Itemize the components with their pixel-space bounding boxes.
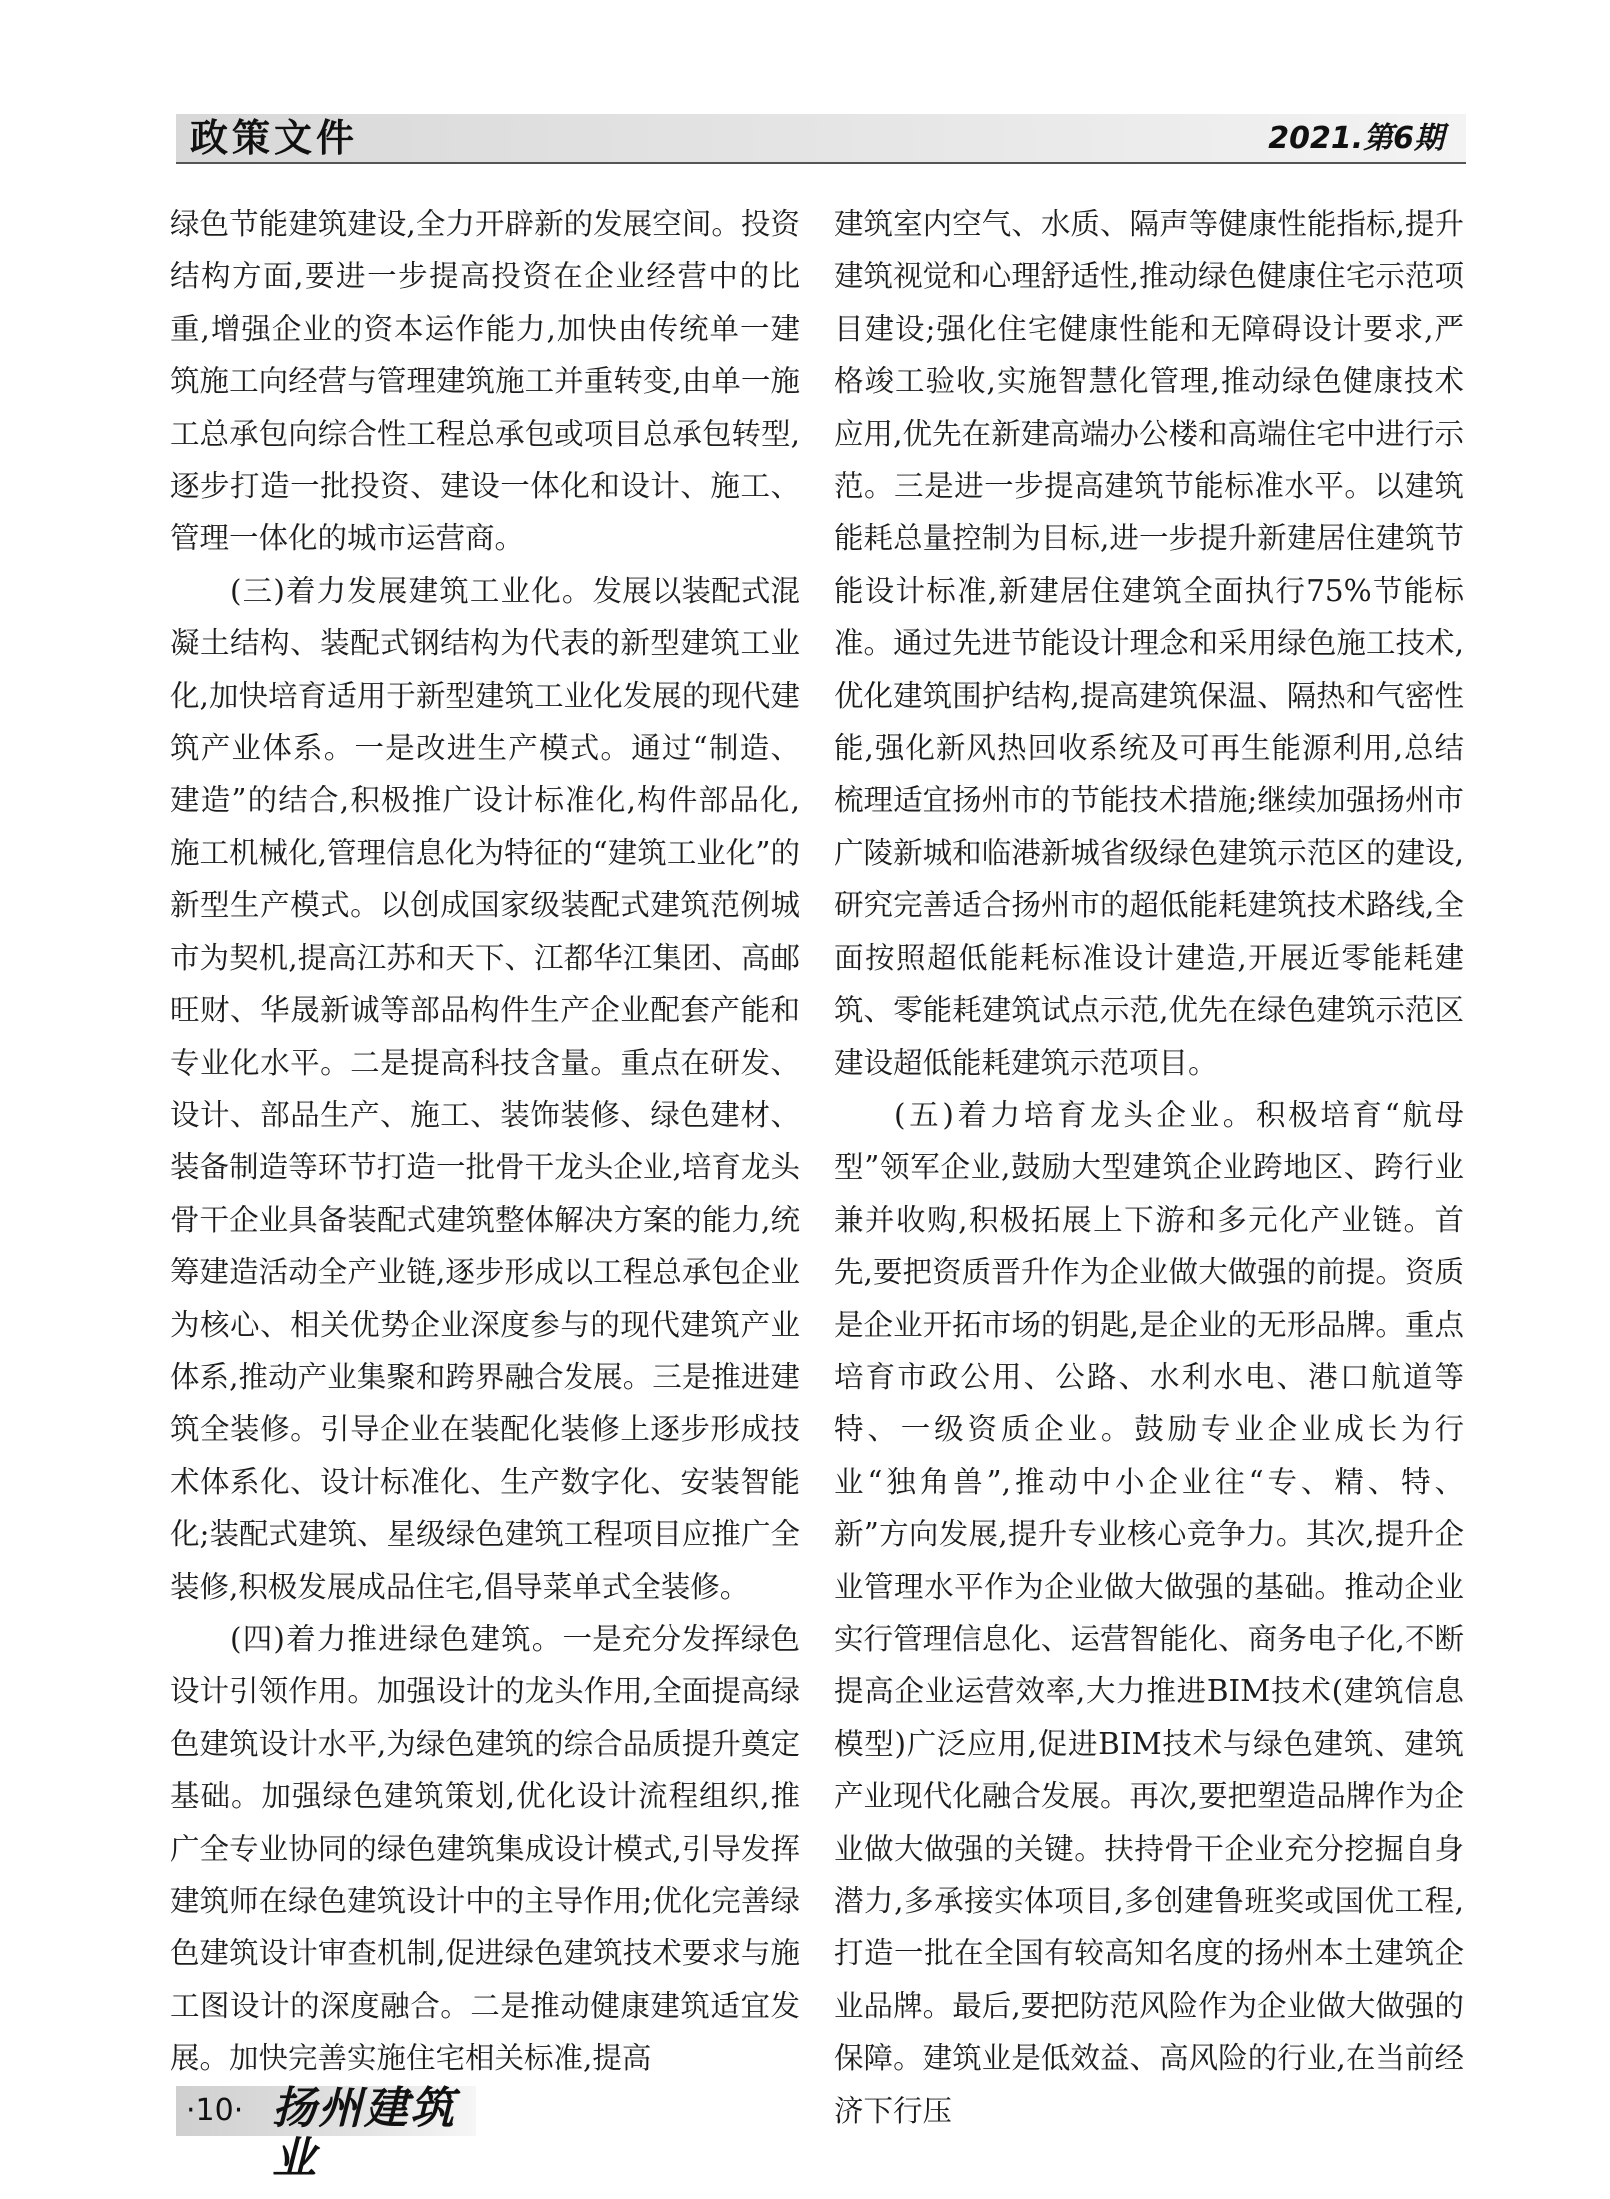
page-number: ·10· [186,2093,244,2128]
paragraph-body: 一是充分发挥绿色设计引领作用。加强设计的龙头作用,全面提高绿色建筑设计水平,为绿色建筑的综合品质提升奠定基础。加强绿色建筑策划,优化设计流程组织,推广全专业协同的绿色建筑集成设计模式,引导发挥建筑师在绿色建筑设计中的主导作用;优化完善绿色建筑设计审查机制,促进绿色建筑技术要求与施工图设计的深度融合。二是推动健康建筑适宜发展。加快完善实施住宅相关标准,提高 [170,1621,800,2076]
issue-label: 2021.第6期 [1268,121,1444,156]
paragraph: 绿色节能建筑建设,全力开辟新的发展空间。投资结构方面,要进一步提高投资在企业经营中的比重,增强企业的资本运作能力,加快由传统单一建筑施工向经营与管理建筑施工并重转变,由单一施工总承包向综合性工程总承包或项目总承包转型,逐步打造一批投资、建设一体化和设计、施工、管理一体化的城市运营商。 [170,207,800,556]
page-header [176,114,1466,164]
paragraph [170,565,800,1613]
section-title: 政策文件 [190,116,359,160]
section-heading: (四)着力推进绿色建筑。 [230,1621,563,1656]
paragraph [170,1613,800,2085]
right-column [834,198,1464,2137]
paragraph: 建筑室内空气、水质、隔声等健康性能指标,提升建筑视觉和心理舒适性,推动绿色健康住宅示范项目建设;强化住宅健康性能和无障碍设计要求,严格竣工验收,实施智慧化管理,推动绿色健康技术应用,优先在新建高端办公楼和高端住宅中进行示范。三是进一步提高建筑节能标准水平。以建筑能耗总量控制为目标,进一步提升新建居住建筑节能设计标准,新建居住建筑全面执行75%节能标准。通过先进节能设计理念和采用绿色施工技术,优化建筑围护结构,提高建筑保温、隔热和气密性能,强化新风热回收系统及可再生能源利用,总结梳理适宜扬州市的节能技术措施;继续加强扬州市广陵新城和临港新城省级绿色建筑示范区的建设,研究完善适合扬州市的超低能耗建筑技术路线,全面按照超低能耗标准设计建造,开展近零能耗建筑、零能耗建筑试点示范,优先在绿色建筑示范区建设超低能耗建筑示范项目。 [834,207,1464,1080]
page-footer [176,2083,476,2184]
paragraph-body: 积极培育“航母型”领军企业,鼓励大型建筑企业跨地区、跨行业兼并收购,积极拓展上下游和多元化产业链。首先,要把资质晋升作为企业做大做强的前提。资质是企业开拓市场的钥匙,是企业的无形品牌。重点培育市政公用、公路、水利水电、港口航道等特、一级资质企业。鼓励专业企业成长为行业“独角兽”,推动中小企业往“专、精、特、新”方向发展,提升专业核心竞争力。其次,提升企业管理水平作为企业做大做强的基础。推动企业实行管理信息化、运营智能化、商务电子化,不断提高企业运营效率,大力推进BIM技术(建筑信息模型)广泛应用,促进BIM技术与绿色建筑、建筑产业现代化融合发展。再次,要把塑造品牌作为企业做大做强的关键。扶持骨干企业充分挖掘自身潜力,多承接实体项目,多创建鲁班奖或国优工程,打造一批在全国有较高知名度的扬州本土建筑企业品牌。最后,要把防范风险作为企业做大做强的保障。建筑业是低效益、高风险的行业,在当前经济下行压 [834,1097,1464,2128]
section-heading: (五)着力培育龙头企业。 [894,1097,1256,1132]
section-heading: (三)着力发展建筑工业化。 [230,573,593,608]
paragraph-body: 发展以装配式混凝土结构、装配式钢结构为代表的新型建筑工业化,加快培育适用于新型建筑工业化发展的现代建筑产业体系。一是改进生产模式。通过“制造、建造”的结合,积极推广设计标准化,构件部品化,施工机械化,管理信息化为特征的“建筑工业化”的新型生产模式。以创成国家级装配式建筑范例城市为契机,提高江苏和天下、江都华江集团、高邮旺财、华晟新诚等部品构件生产企业配套产能和专业化水平。二是提高科技含量。重点在研发、设计、部品生产、施工、装饰装修、绿色建材、装备制造等环节打造一批骨干龙头企业,培育龙头骨干企业具备装配式建筑整体解决方案的能力,统筹建造活动全产业链,逐步形成以工程总承包企业为核心、相关优势企业深度参与的现代建筑产业体系,推动产业集聚和跨界融合发展。三是推进建筑全装修。引导企业在装配化装修上逐步形成技术体系化、设计标准化、生产数字化、安装智能化;装配式建筑、星级绿色建筑工程项目应推广全装修,积极发展成品住宅,倡导菜单式全装修。 [170,573,800,1604]
magazine-title-logo: 扬州建筑业 [272,2083,456,2184]
paragraph [834,1089,1464,2137]
left-column [170,198,800,2085]
